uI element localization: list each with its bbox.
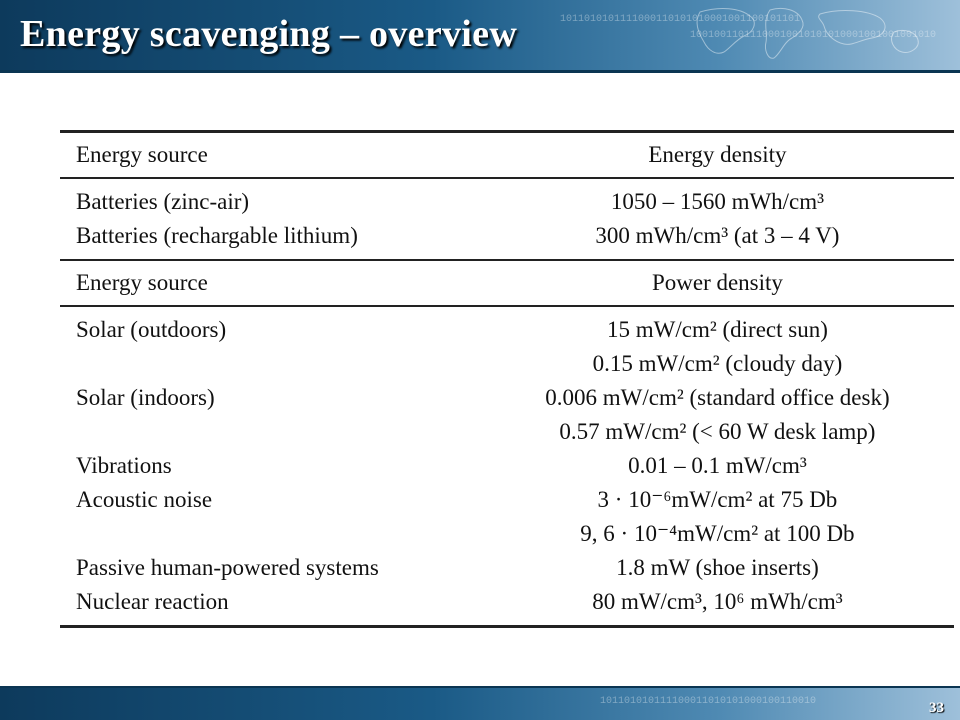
- energy-table: [60, 130, 954, 628]
- slide-title: Energy scavenging – overview: [20, 13, 518, 55]
- value-cell: 0.57 mW/cm² (< 60 W desk lamp): [559, 419, 876, 444]
- source-cell: Acoustic noise: [76, 487, 213, 512]
- binary-pattern: 10010011011100010010101010001001001001010: [690, 30, 937, 41]
- table-header-row: [60, 132, 954, 179]
- page-number: 33: [929, 700, 944, 716]
- table-row: [60, 219, 954, 260]
- source-cell: Nuclear reaction: [60, 585, 481, 627]
- table-row: [60, 415, 954, 449]
- header-divider: [0, 70, 960, 73]
- source-cell: [60, 517, 481, 551]
- value-cell: 300 mWh/cm³ (at 3 – 4 V): [595, 223, 840, 248]
- value-cell: 0.01 – 0.1 mW/cm³: [628, 453, 807, 478]
- value-cell: 9, 6 · 10⁻⁴mW/cm² at 100 Db: [580, 521, 855, 546]
- source-cell: [60, 347, 481, 381]
- table-row: [60, 551, 954, 585]
- value-cell: 15 mW/cm² (direct sun): [481, 306, 954, 347]
- header-bar: [0, 0, 960, 70]
- table-row: [60, 381, 954, 415]
- table-row: [60, 585, 954, 627]
- table-row: [60, 517, 954, 551]
- table-row: [60, 449, 954, 483]
- value-cell: 1050 – 1560 mWh/cm³: [481, 178, 954, 219]
- source-cell: Passive human-powered systems: [76, 555, 379, 580]
- source-cell: Solar (outdoors): [60, 306, 481, 347]
- value-cell: 0.15 mW/cm² (cloudy day): [592, 351, 843, 376]
- footer-bar: [0, 688, 960, 720]
- table-header-row: [60, 260, 954, 306]
- table-row: [60, 306, 954, 347]
- source-cell: Batteries (zinc-air): [60, 178, 481, 219]
- column-header-source: Energy source: [60, 260, 481, 306]
- binary-pattern: 1011010101111000110101010001001100101101: [560, 14, 801, 25]
- value-cell: 80 mW/cm³, 10⁶ mWh/cm³: [481, 585, 954, 627]
- binary-pattern: 101101010111100011010101000100110010: [600, 696, 817, 707]
- source-cell: Batteries (rechargable lithium): [76, 223, 358, 248]
- source-cell: Vibrations: [76, 453, 172, 478]
- column-header-source: Energy source: [60, 132, 481, 179]
- source-cell: Solar (indoors): [76, 385, 215, 410]
- value-cell: 1.8 mW (shoe inserts): [616, 555, 819, 580]
- table-row: [60, 347, 954, 381]
- column-header-energy-density: Energy density: [481, 132, 954, 179]
- table-row: [60, 178, 954, 219]
- table-row: [60, 483, 954, 517]
- value-cell: 3 · 10⁻⁶mW/cm² at 75 Db: [597, 487, 838, 512]
- source-cell: [60, 415, 481, 449]
- value-cell: 0.006 mW/cm² (standard office desk): [545, 385, 890, 410]
- column-header-power-density: Power density: [481, 260, 954, 306]
